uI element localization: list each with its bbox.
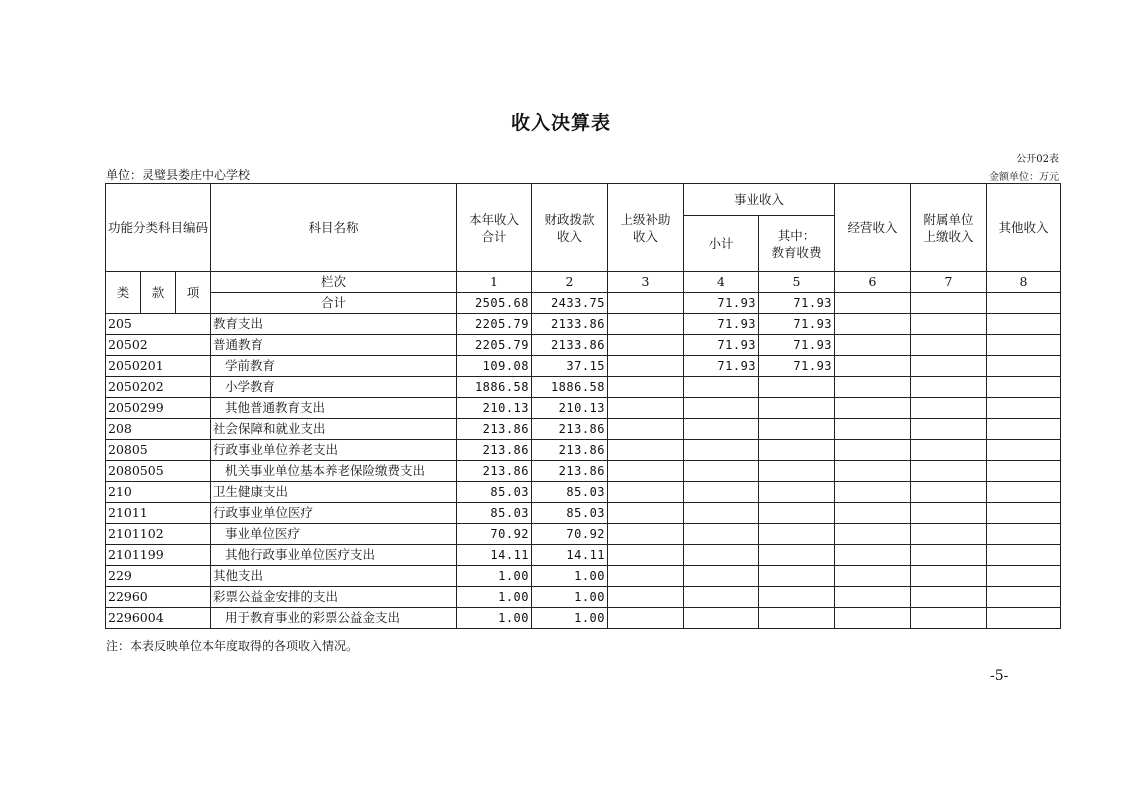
header-affiliated: 附属单位 上缴收入 [911,184,987,272]
amount-c3 [608,545,684,566]
table-row [106,398,1061,419]
amount-c2: 213.86 [532,419,608,440]
subject-name: 普通教育 [211,335,457,356]
total-c6 [835,293,911,314]
subject-name: 学前教育 [211,356,457,377]
header-name: 科目名称 [211,184,457,272]
amount-c2: 14.11 [532,545,608,566]
subject-code: 2080505 [106,461,211,482]
col-number: 3 [608,272,684,293]
amount-c2: 1886.58 [532,377,608,398]
amount-c8 [987,566,1061,587]
amount-unit: 金额单位：万元 [989,172,1059,183]
subject-name: 事业单位医疗 [211,524,457,545]
amount-c6 [835,503,911,524]
subject-name: 其他普通教育支出 [211,398,457,419]
amount-c3 [608,566,684,587]
amount-c4 [684,524,759,545]
amount-c7 [911,524,987,545]
table-row [106,545,1061,566]
page-number: -5- [990,668,1009,684]
amount-c6 [835,608,911,629]
col-number: 1 [457,272,532,293]
amount-c7 [911,419,987,440]
amount-c3 [608,398,684,419]
subject-name: 用于教育事业的彩票公益金支出 [211,608,457,629]
table-row [106,419,1061,440]
subject-name: 其他支出 [211,566,457,587]
amount-c2: 2133.86 [532,314,608,335]
amount-c1: 2205.79 [457,314,532,335]
table-row [106,503,1061,524]
total-c4: 71.93 [684,293,759,314]
amount-c1: 1.00 [457,566,532,587]
amount-c8 [987,503,1061,524]
col-number: 8 [987,272,1061,293]
amount-c6 [835,482,911,503]
amount-c4 [684,461,759,482]
income-final-account-table [105,183,1061,629]
amount-c7 [911,545,987,566]
amount-c4 [684,482,759,503]
col-number: 5 [759,272,835,293]
amount-c6 [835,524,911,545]
header-lanci: 栏次 [211,272,457,293]
table-row [106,440,1061,461]
table-row [106,587,1061,608]
total-c2: 2433.75 [532,293,608,314]
amount-c4 [684,587,759,608]
amount-c3 [608,314,684,335]
amount-c2: 70.92 [532,524,608,545]
header-code: 功能分类科目编码 [106,184,211,272]
amount-c3 [608,482,684,503]
subject-name: 其他行政事业单位医疗支出 [211,545,457,566]
amount-c8 [987,377,1061,398]
amount-c1: 85.03 [457,503,532,524]
amount-c8 [987,356,1061,377]
amount-c3 [608,524,684,545]
amount-c4: 71.93 [684,335,759,356]
amount-c7 [911,398,987,419]
amount-c5 [759,608,835,629]
amount-c5 [759,545,835,566]
header-subsidy: 上级补助 收入 [608,184,684,272]
amount-c5 [759,419,835,440]
amount-c2: 2133.86 [532,335,608,356]
amount-c1: 2205.79 [457,335,532,356]
amount-c3 [608,587,684,608]
amount-c3 [608,335,684,356]
amount-c7 [911,377,987,398]
amount-c6 [835,440,911,461]
subject-name: 社会保障和就业支出 [211,419,457,440]
amount-c3 [608,608,684,629]
subject-code: 205 [106,314,211,335]
table-row [106,356,1061,377]
amount-c8 [987,314,1061,335]
amount-c8 [987,419,1061,440]
reporting-unit: 单位：灵璧县娄庄中心学校 [106,168,251,182]
col-number: 6 [835,272,911,293]
amount-c5 [759,524,835,545]
header-kuan: 款 [141,272,176,314]
table-row [106,461,1061,482]
amount-c5: 71.93 [759,314,835,335]
total-c1: 2505.68 [457,293,532,314]
amount-c7 [911,356,987,377]
amount-c6 [835,587,911,608]
amount-c8 [987,608,1061,629]
amount-c4 [684,419,759,440]
col-number: 2 [532,272,608,293]
amount-c2: 1.00 [532,566,608,587]
amount-c7 [911,503,987,524]
table-row [106,608,1061,629]
amount-c1: 1.00 [457,608,532,629]
subject-code: 2050202 [106,377,211,398]
subject-code: 229 [106,566,211,587]
subject-code: 22960 [106,587,211,608]
amount-c4 [684,608,759,629]
amount-c5 [759,503,835,524]
amount-c3 [608,356,684,377]
amount-c5 [759,461,835,482]
amount-c6 [835,419,911,440]
total-c3 [608,293,684,314]
subject-code: 20502 [106,335,211,356]
amount-c6 [835,377,911,398]
amount-c6 [835,566,911,587]
amount-c8 [987,335,1061,356]
amount-c2: 1.00 [532,587,608,608]
header-xiang: 项 [176,272,211,314]
header-lei: 类 [106,272,141,314]
page-title: 收入决算表 [510,112,611,134]
amount-c6 [835,398,911,419]
subject-name: 小学教育 [211,377,457,398]
subject-name: 行政事业单位医疗 [211,503,457,524]
amount-c5: 71.93 [759,335,835,356]
subject-code: 2050299 [106,398,211,419]
amount-c3 [608,377,684,398]
amount-c5 [759,377,835,398]
amount-c8 [987,587,1061,608]
subject-name: 教育支出 [211,314,457,335]
amount-c4 [684,545,759,566]
amount-c1: 1886.58 [457,377,532,398]
subject-code: 208 [106,419,211,440]
amount-c5 [759,587,835,608]
amount-c8 [987,524,1061,545]
amount-c6 [835,335,911,356]
amount-c8 [987,461,1061,482]
amount-c2: 213.86 [532,461,608,482]
subject-code: 21011 [106,503,211,524]
table-row [106,335,1061,356]
subject-code: 2101199 [106,545,211,566]
amount-c5 [759,482,835,503]
amount-c7 [911,587,987,608]
subject-name: 彩票公益金安排的支出 [211,587,457,608]
amount-c6 [835,356,911,377]
subject-name: 行政事业单位养老支出 [211,440,457,461]
subject-code: 2296004 [106,608,211,629]
amount-c8 [987,545,1061,566]
form-code: 公开02表 [1016,154,1059,165]
subject-code: 2050201 [106,356,211,377]
amount-c5 [759,566,835,587]
amount-c6 [835,314,911,335]
total-row [106,293,1061,314]
amount-c2: 85.03 [532,482,608,503]
footnote: 注：本表反映单位本年度取得的各项收入情况。 [106,639,359,653]
header-fiscal: 财政拨款 收入 [532,184,608,272]
header-operating: 经营收入 [835,184,911,272]
header-subtotal: 小计 [684,216,759,272]
total-label: 合计 [211,293,457,314]
amount-c1: 210.13 [457,398,532,419]
table-row [106,524,1061,545]
amount-c4 [684,377,759,398]
table-row [106,314,1061,335]
amount-c8 [987,482,1061,503]
amount-c8 [987,398,1061,419]
amount-c7 [911,608,987,629]
amount-c1: 14.11 [457,545,532,566]
amount-c1: 213.86 [457,440,532,461]
amount-c3 [608,461,684,482]
total-c7 [911,293,987,314]
amount-c3 [608,440,684,461]
subject-name: 卫生健康支出 [211,482,457,503]
amount-c1: 213.86 [457,461,532,482]
table-row [106,377,1061,398]
amount-c4: 71.93 [684,314,759,335]
amount-c4 [684,566,759,587]
amount-c1: 109.08 [457,356,532,377]
amount-c7 [911,335,987,356]
amount-c1: 1.00 [457,587,532,608]
subject-code: 2101102 [106,524,211,545]
amount-c5 [759,398,835,419]
amount-c4 [684,398,759,419]
header-edu-fee: 其中： 教育收费 [759,216,835,272]
amount-c6 [835,545,911,566]
col-number: 4 [684,272,759,293]
amount-c1: 85.03 [457,482,532,503]
subject-code: 210 [106,482,211,503]
amount-c4 [684,503,759,524]
amount-c2: 210.13 [532,398,608,419]
amount-c7 [911,314,987,335]
amount-c1: 70.92 [457,524,532,545]
amount-c5: 71.93 [759,356,835,377]
table-row [106,482,1061,503]
subject-name: 机关事业单位基本养老保险缴费支出 [211,461,457,482]
header-business: 事业收入 [684,184,835,216]
amount-c7 [911,566,987,587]
amount-c2: 213.86 [532,440,608,461]
amount-c8 [987,440,1061,461]
amount-c2: 37.15 [532,356,608,377]
col-number: 7 [911,272,987,293]
header-other: 其他收入 [987,184,1061,272]
amount-c1: 213.86 [457,419,532,440]
amount-c4 [684,440,759,461]
total-c8 [987,293,1061,314]
amount-c5 [759,440,835,461]
amount-c4: 71.93 [684,356,759,377]
amount-c7 [911,461,987,482]
amount-c2: 85.03 [532,503,608,524]
table-row [106,566,1061,587]
amount-c7 [911,440,987,461]
amount-c6 [835,461,911,482]
amount-c2: 1.00 [532,608,608,629]
amount-c3 [608,419,684,440]
amount-c3 [608,503,684,524]
amount-c7 [911,482,987,503]
header-total: 本年收入 合计 [457,184,532,272]
total-c5: 71.93 [759,293,835,314]
subject-code: 20805 [106,440,211,461]
